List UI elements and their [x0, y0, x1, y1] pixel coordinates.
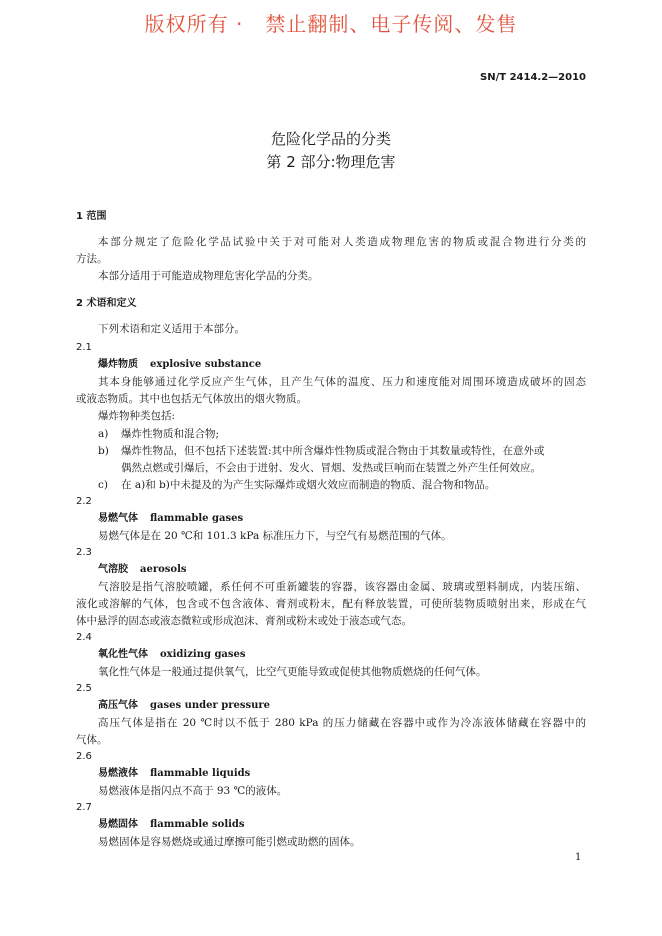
- term-en: flammable gases: [150, 513, 244, 524]
- page-number: 1: [575, 852, 582, 863]
- document-title: 危险化学品的分类: [270, 130, 391, 148]
- term-en: flammable liquids: [150, 768, 251, 779]
- term-definition: 爆炸物种类包括:: [98, 410, 176, 422]
- term-heading: [98, 818, 608, 832]
- list-text: 爆炸性物品，但不包括下述装置:其中所含爆炸性物质或混合物由于其数量或特性，在意外或: [121, 445, 545, 457]
- term-definition: 体中悬浮的固态或液态微粒或形成泡沫、膏剂或粉末或处于液态或气态。: [76, 615, 412, 627]
- term-en: flammable solids: [150, 819, 245, 830]
- term-number: 2.7: [76, 802, 92, 813]
- term-zh: 气溶胶: [98, 564, 128, 575]
- list-label: c): [98, 479, 108, 491]
- section-heading-scope: 1 范围: [76, 211, 107, 222]
- term-definition: 气体。: [76, 734, 108, 746]
- standard-code: SN/T 2414.2—2010: [480, 72, 586, 83]
- term-zh: 氧化性气体: [98, 649, 148, 660]
- term-en: aerosols: [140, 564, 187, 575]
- term-en: oxidizing gases: [160, 649, 246, 660]
- scope-paragraph-1-cont: 方法。: [76, 253, 108, 265]
- list-item-cont: 偶然点燃或引爆后，不会由于迸射、发火、冒烟、发热或巨响而在装置之外产生任何效应。: [121, 462, 541, 474]
- copyright-watermark: 版权所有 · 禁止翻制、电子传阅、发售: [144, 12, 518, 36]
- term-definition: 或液态物质。其中也包括无气体放出的烟火物质。: [76, 393, 307, 405]
- term-number: 2.1: [76, 342, 92, 353]
- scope-paragraph-2: 本部分适用于可能造成物理危害化学品的分类。: [98, 270, 319, 282]
- term-zh: 易燃固体: [98, 819, 138, 830]
- term-heading: [98, 563, 608, 577]
- term-heading: [98, 699, 608, 713]
- term-zh: 易燃液体: [98, 768, 138, 779]
- term-zh: 高压气体: [98, 700, 138, 711]
- term-heading: [98, 648, 608, 662]
- term-number: 2.3: [76, 547, 92, 558]
- term-definition: 气溶胶是指气溶胶喷罐，系任何不可重新罐装的容器，该容器由金属、玻璃或塑料制成，内装压缩、: [98, 581, 586, 593]
- term-definition: 高压气体是指在 20 ℃时以不低于 280 kPa 的压力储藏在容器中或作为冷冻液体储藏在容器中的: [98, 717, 586, 729]
- list-text: 在 a)和 b)中未提及的为产生实际爆炸或烟火效应而制造的物质、混合物和物品。: [121, 479, 496, 491]
- section-heading-terms: 2 术语和定义: [76, 298, 137, 309]
- term-zh: 易燃气体: [98, 513, 138, 524]
- scope-paragraph-1: 本部分规定了危险化学品试验中关于对可能对人类造成物理危害的物质或混合物进行分类的: [98, 236, 586, 248]
- term-heading: [98, 358, 608, 372]
- list-item: [98, 478, 586, 492]
- term-definition: 液化或溶解的气体，包含或不包含液体、膏剂或粉末，配有释放装置，可使所装物质喷射出来，形成在气: [76, 598, 586, 610]
- list-label: b): [98, 445, 109, 457]
- term-number: 2.4: [76, 632, 92, 643]
- list-item: [98, 427, 586, 441]
- term-number: 2.6: [76, 751, 92, 762]
- term-en: gases under pressure: [150, 700, 271, 711]
- term-definition: 氧化性气体是一般通过提供氧气，比空气更能导致或促使其他物质燃烧的任何气体。: [98, 666, 487, 678]
- list-text: 爆炸性物质和混合物;: [121, 428, 220, 440]
- terms-intro: 下列术语和定义适用于本部分。: [98, 323, 245, 335]
- term-definition: 其本身能够通过化学反应产生气体，且产生气体的温度、压力和速度能对周围环境造成破坏的固态: [98, 376, 586, 388]
- term-en: explosive substance: [150, 359, 262, 370]
- term-heading: [98, 512, 608, 526]
- list-label: a): [98, 428, 109, 440]
- term-number: 2.5: [76, 683, 92, 694]
- term-definition: 易燃气体是在 20 ℃和 101.3 kPa 标准压力下，与空气有易燃范围的气体。: [98, 530, 452, 542]
- term-zh: 爆炸物质: [98, 359, 138, 370]
- term-heading: [98, 767, 608, 781]
- term-number: 2.2: [76, 496, 92, 507]
- term-definition: 易燃固体是容易燃烧或通过摩擦可能引燃或助燃的固体。: [98, 836, 361, 848]
- term-definition: 易燃液体是指闪点不高于 93 ℃的液体。: [98, 785, 288, 797]
- document-subtitle: 第 2 部分:物理危害: [266, 153, 396, 171]
- list-item: [98, 444, 586, 458]
